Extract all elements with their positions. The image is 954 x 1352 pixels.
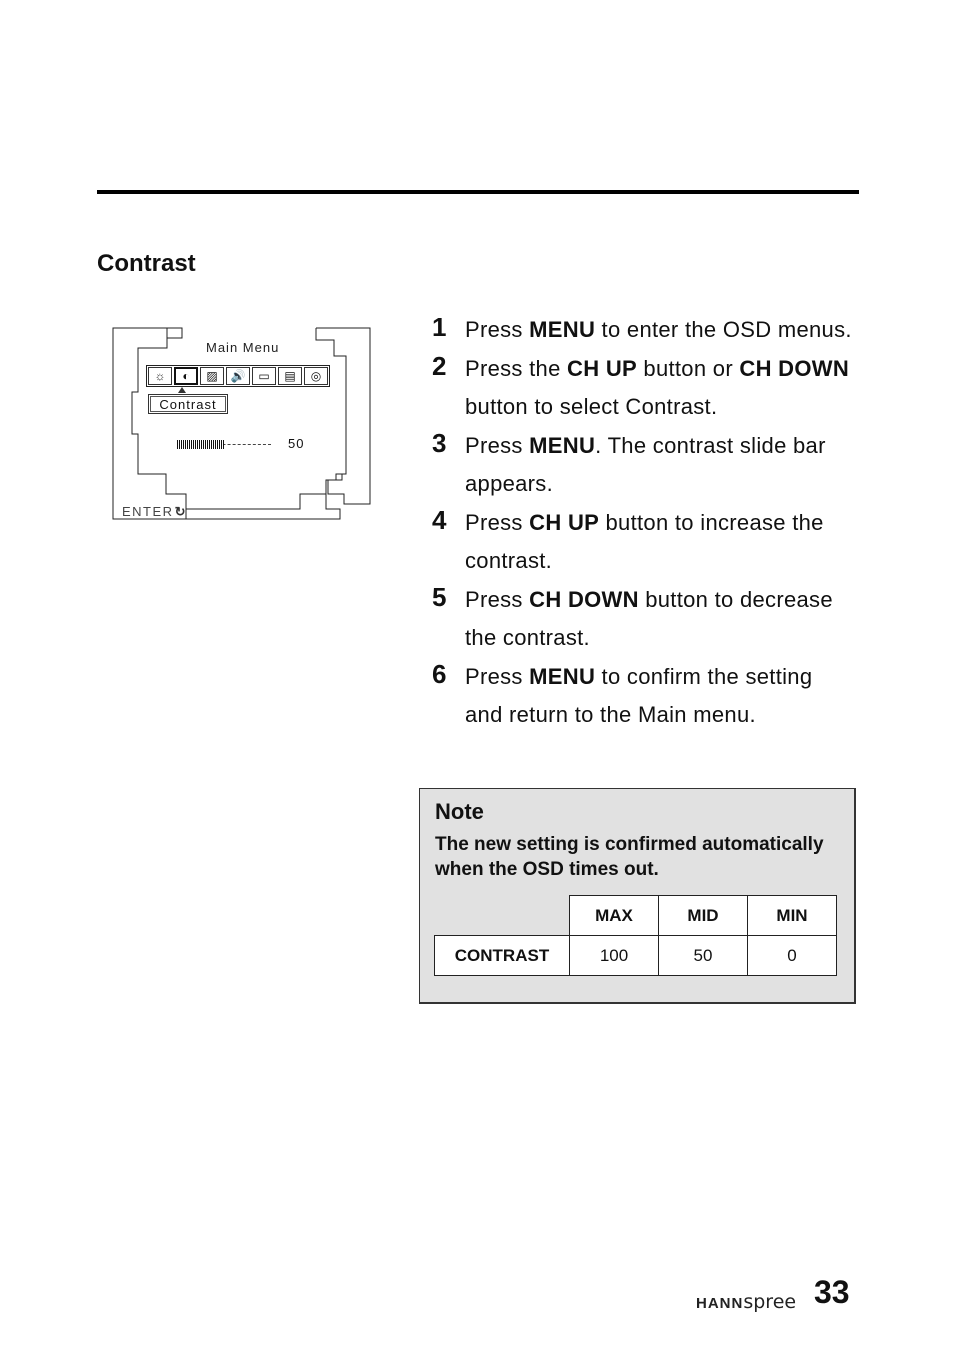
step-text-run: button to select Contrast.: [465, 394, 718, 419]
step-text-run: button or: [637, 356, 740, 381]
table-header: MAX: [570, 896, 659, 936]
step-text-run: button to decrease the contrast.: [465, 587, 833, 650]
brand-bold: HANN: [696, 1295, 744, 1312]
step-text: [465, 311, 852, 349]
table-row-label: CONTRAST: [435, 936, 570, 976]
slider-fill: [177, 440, 224, 449]
step-text-run: Press: [465, 510, 530, 535]
step-text-run: to enter the OSD menus.: [595, 317, 852, 342]
step-text: [465, 658, 852, 734]
page-number: 33: [814, 1274, 850, 1310]
step-item: [432, 428, 852, 503]
step-keyword: CH DOWN: [529, 587, 639, 612]
step-text-run: Press: [465, 587, 530, 612]
brand-logo: [696, 1288, 796, 1314]
table-cell: 0: [748, 936, 837, 976]
note-title: Note: [435, 799, 484, 824]
osd-selected-label: Contrast: [148, 394, 228, 414]
step-item: [432, 582, 852, 657]
step-text: [465, 504, 852, 580]
step-number: 2: [432, 351, 447, 381]
note-box: [419, 788, 856, 1004]
table-row: [435, 936, 837, 976]
step-number: 4: [432, 505, 447, 535]
tv-icon[interactable]: ▭: [252, 367, 276, 385]
step-text-run: Press: [465, 433, 530, 458]
selection-caret-icon: [178, 387, 186, 393]
step-text-run: button to increase the contrast.: [465, 510, 824, 573]
osd-value: 50: [288, 436, 305, 451]
setup-icon[interactable]: ▤: [278, 367, 302, 385]
step-keyword: CH DOWN: [739, 356, 850, 381]
table-header: MID: [659, 896, 748, 936]
top-rule: [97, 190, 859, 194]
globe-icon[interactable]: ◎: [304, 367, 328, 385]
contrast-range-table: [434, 895, 837, 976]
step-text-run: Press the: [465, 356, 568, 381]
osd-enter: [122, 504, 187, 520]
contrast-icon[interactable]: ◐: [174, 367, 198, 385]
osd-illustration: [110, 322, 376, 524]
enter-icon: ↻: [174, 504, 187, 519]
picture-icon[interactable]: ▨: [200, 367, 224, 385]
step-text: [465, 581, 852, 657]
step-text-run: Press: [465, 664, 530, 689]
step-number: 5: [432, 582, 447, 612]
step-text-run: to confirm the setting and return to the Main menu.: [465, 664, 813, 727]
step-number: 3: [432, 428, 447, 458]
step-text: [465, 427, 852, 503]
note-text: The new setting is confirmed automatically when the OSD times out.: [435, 834, 824, 880]
section-title: Contrast: [97, 250, 196, 277]
brand-light: spree: [743, 1291, 797, 1313]
step-item: [432, 312, 852, 349]
step-text-run: . The contrast slide bar appears.: [465, 433, 826, 496]
step-number: 6: [432, 659, 447, 689]
contrast-slider[interactable]: [177, 440, 271, 449]
step-keyword: CH UP: [567, 356, 637, 381]
step-item: [432, 659, 852, 734]
step-keyword: CH UP: [529, 510, 600, 535]
osd-icon-bar: [146, 365, 330, 387]
table-cell: 50: [659, 936, 748, 976]
brightness-icon[interactable]: ☼: [148, 367, 172, 385]
step-keyword: MENU: [529, 433, 596, 458]
steps-list: [432, 312, 852, 736]
enter-label: ENTER: [122, 504, 174, 519]
table-cell: 100: [570, 936, 659, 976]
sound-icon[interactable]: 🔊: [226, 367, 250, 385]
step-item: [432, 351, 852, 426]
table-header: MIN: [748, 896, 837, 936]
osd-title: Main Menu: [206, 340, 280, 355]
table-corner: [435, 896, 570, 936]
step-keyword: MENU: [529, 317, 596, 342]
step-keyword: MENU: [529, 664, 596, 689]
step-text: [465, 350, 852, 426]
step-item: [432, 505, 852, 580]
step-text-run: Press: [465, 317, 530, 342]
step-number: 1: [432, 312, 447, 342]
table-header-row: [435, 896, 837, 936]
